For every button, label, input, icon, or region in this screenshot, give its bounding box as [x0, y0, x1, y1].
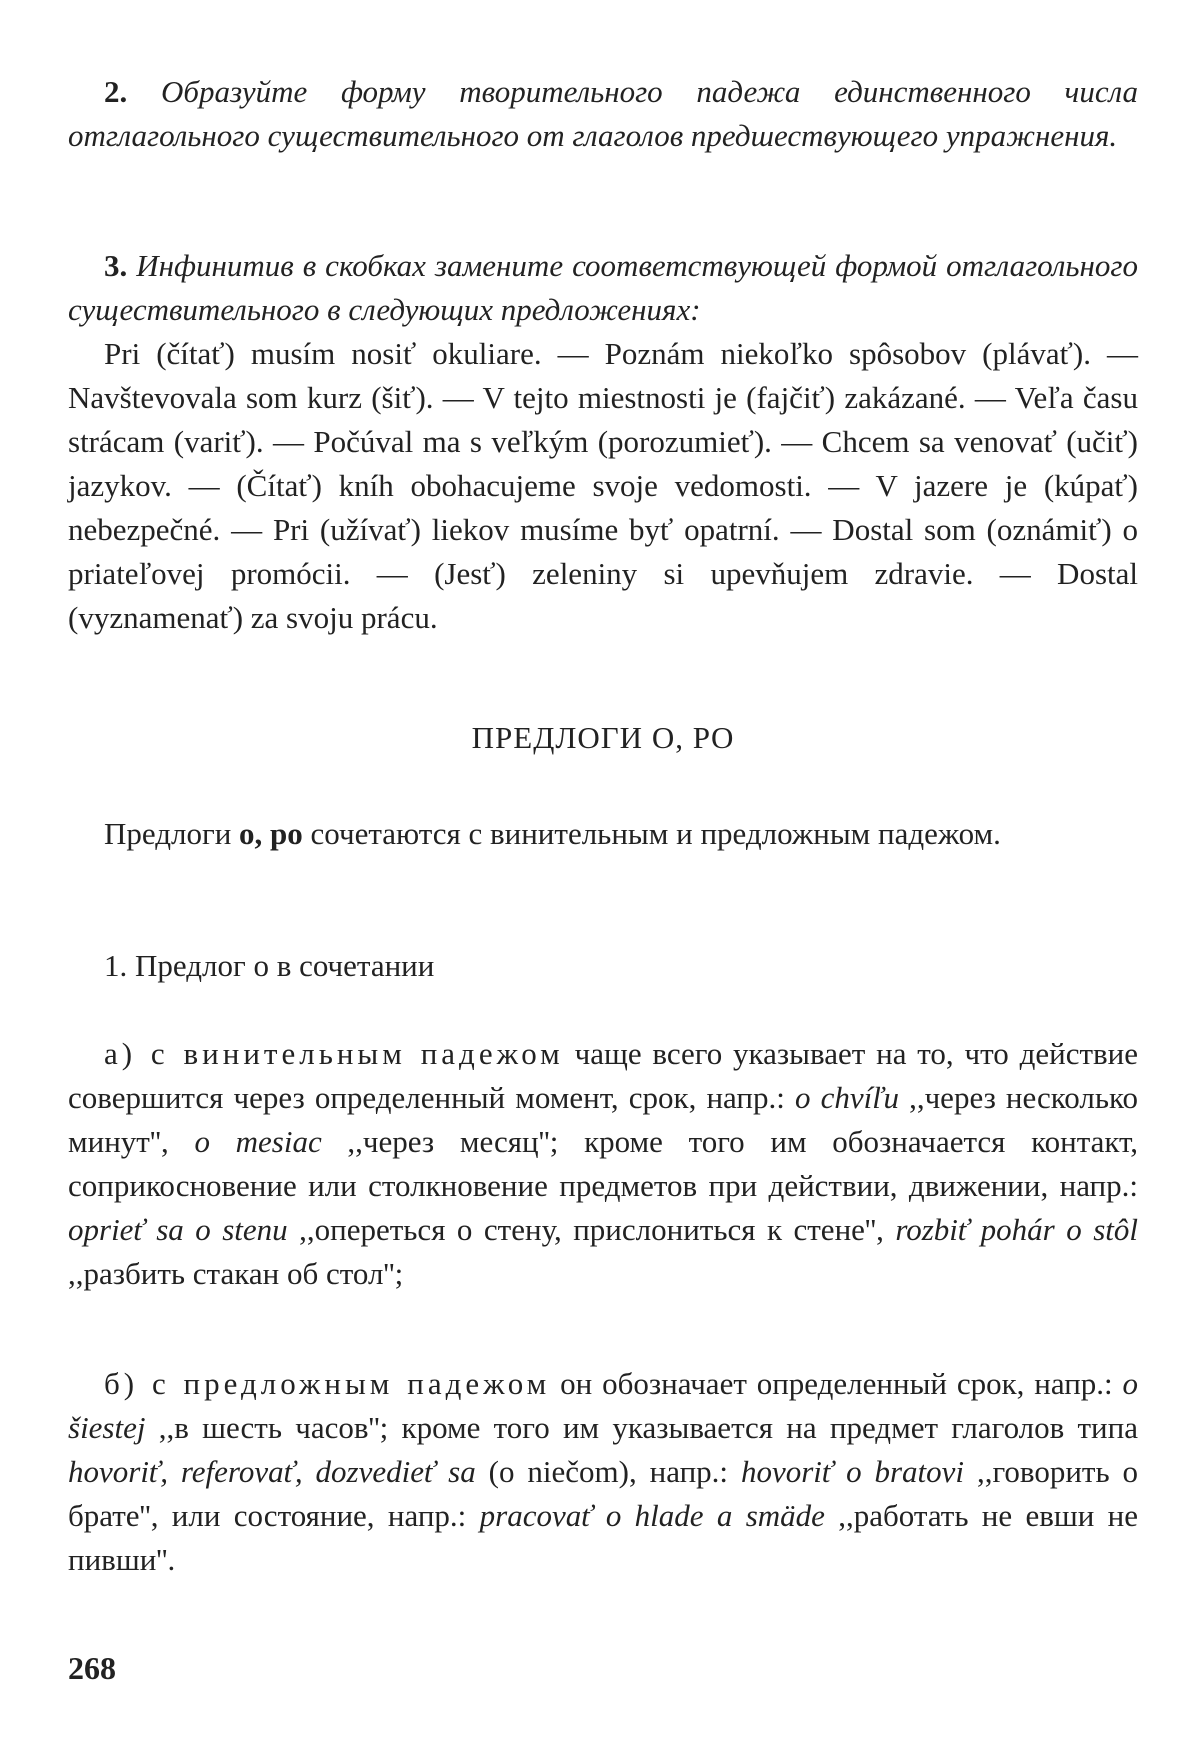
exercise-3-instruction	[68, 244, 1138, 332]
paragraph-a	[68, 1032, 1138, 1296]
paragraph-b-text: он обозначает определенный срок, напр.:	[560, 1366, 1113, 1401]
example: hovoriť o bratovi	[740, 1454, 965, 1489]
intro-paragraph	[68, 812, 1138, 856]
intro-prepositions: o, po	[239, 816, 303, 851]
translation: ,,опереться о стену, прислониться к стене'',	[299, 1212, 884, 1247]
intro-text-c: сочетаются с винительным и предложным падежом.	[310, 816, 1001, 851]
translation: ,,через месяц''; кроме того им обозначается контакт, соприкосновение или столкновение предметов при действии, движении, напр.:	[68, 1124, 1139, 1203]
subsection-1-title: 1. Предлог o в сочетании	[104, 948, 435, 983]
example: hovoriť, referovať, dozvedieť sa	[68, 1454, 476, 1489]
exercise-2-text: Образуйте форму творительного падежа единственного числа отглагольного существительного от глаголов предшествующего упражнения.	[68, 74, 1139, 153]
exercise-2	[68, 70, 1138, 158]
translation: ,,разбить стакан об стол'';	[68, 1256, 404, 1291]
translation: ,,работать не евши не пивши''.	[68, 1498, 1139, 1577]
subsection-1	[68, 944, 1138, 988]
example: oprieť sa o stenu	[68, 1212, 288, 1247]
exercise-3	[68, 244, 1138, 640]
intro-text-a: Предлоги	[104, 816, 232, 851]
example: o chvíľu	[794, 1080, 899, 1115]
exercise-number: 2.	[104, 74, 128, 109]
translation: ,,в шесть часов''; кроме того им указывается на предмет глаголов типа	[158, 1410, 1138, 1445]
translation: ,,говорить о брате'', или состояние, напр.:	[68, 1454, 1139, 1533]
example: o mesiac	[194, 1124, 322, 1159]
paragraph-a-label: а) с винительным падежом	[104, 1036, 564, 1071]
example: rozbiť pohár o stôl	[895, 1212, 1138, 1247]
exercise-3-text: Инфинитив в скобках замените соответствующей формой отглагольного существительного в следующих предложениях:	[68, 248, 1138, 327]
translation: ,,через несколько минут'',	[68, 1080, 1138, 1159]
exercise-2-instruction	[68, 70, 1138, 158]
section-heading: ПРЕДЛОГИ О, PO	[471, 720, 735, 755]
exercise-3-sentences: Pri (čítať) musím nosiť okuliare. — Poznám niekoľko spôsobov (plávať). — Navštevovala som kurz (šiť). — V tejto miestnosti je (fajčiť) zakázané. — Veľa času strácam (variť). — Počúval ma s veľkým (porozumieť). — Chcem sa venovať (učiť) jazykov. — (Čítať) kníh obohacujeme svoje vedomosti. — V jazere je (kúpať) nebezpečné. — Pri (užívať) liekov musíme byť opatrní. — Dostal som (oznámiť) o priateľovej promócii. — (Jesť) zeleniny si upevňujem zdravie. — Dostal (vyznamenať) za svoju prácu.	[68, 336, 1138, 635]
paragraph-b	[68, 1362, 1138, 1582]
example: pracovať o hlade a smäde	[479, 1498, 825, 1533]
paragraph-b-text-2: (o niečom), напр.:	[488, 1454, 729, 1489]
page-number: 268	[68, 1650, 116, 1686]
exercise-number: 3.	[104, 248, 128, 283]
paragraph-b-label: б) с предложным падежом	[104, 1366, 551, 1401]
paragraph-a-text: чаще всего указывает на то, что действие совершится через определенный момент, срок, напр.:	[68, 1036, 1138, 1115]
example: o šiestej	[68, 1366, 1139, 1445]
